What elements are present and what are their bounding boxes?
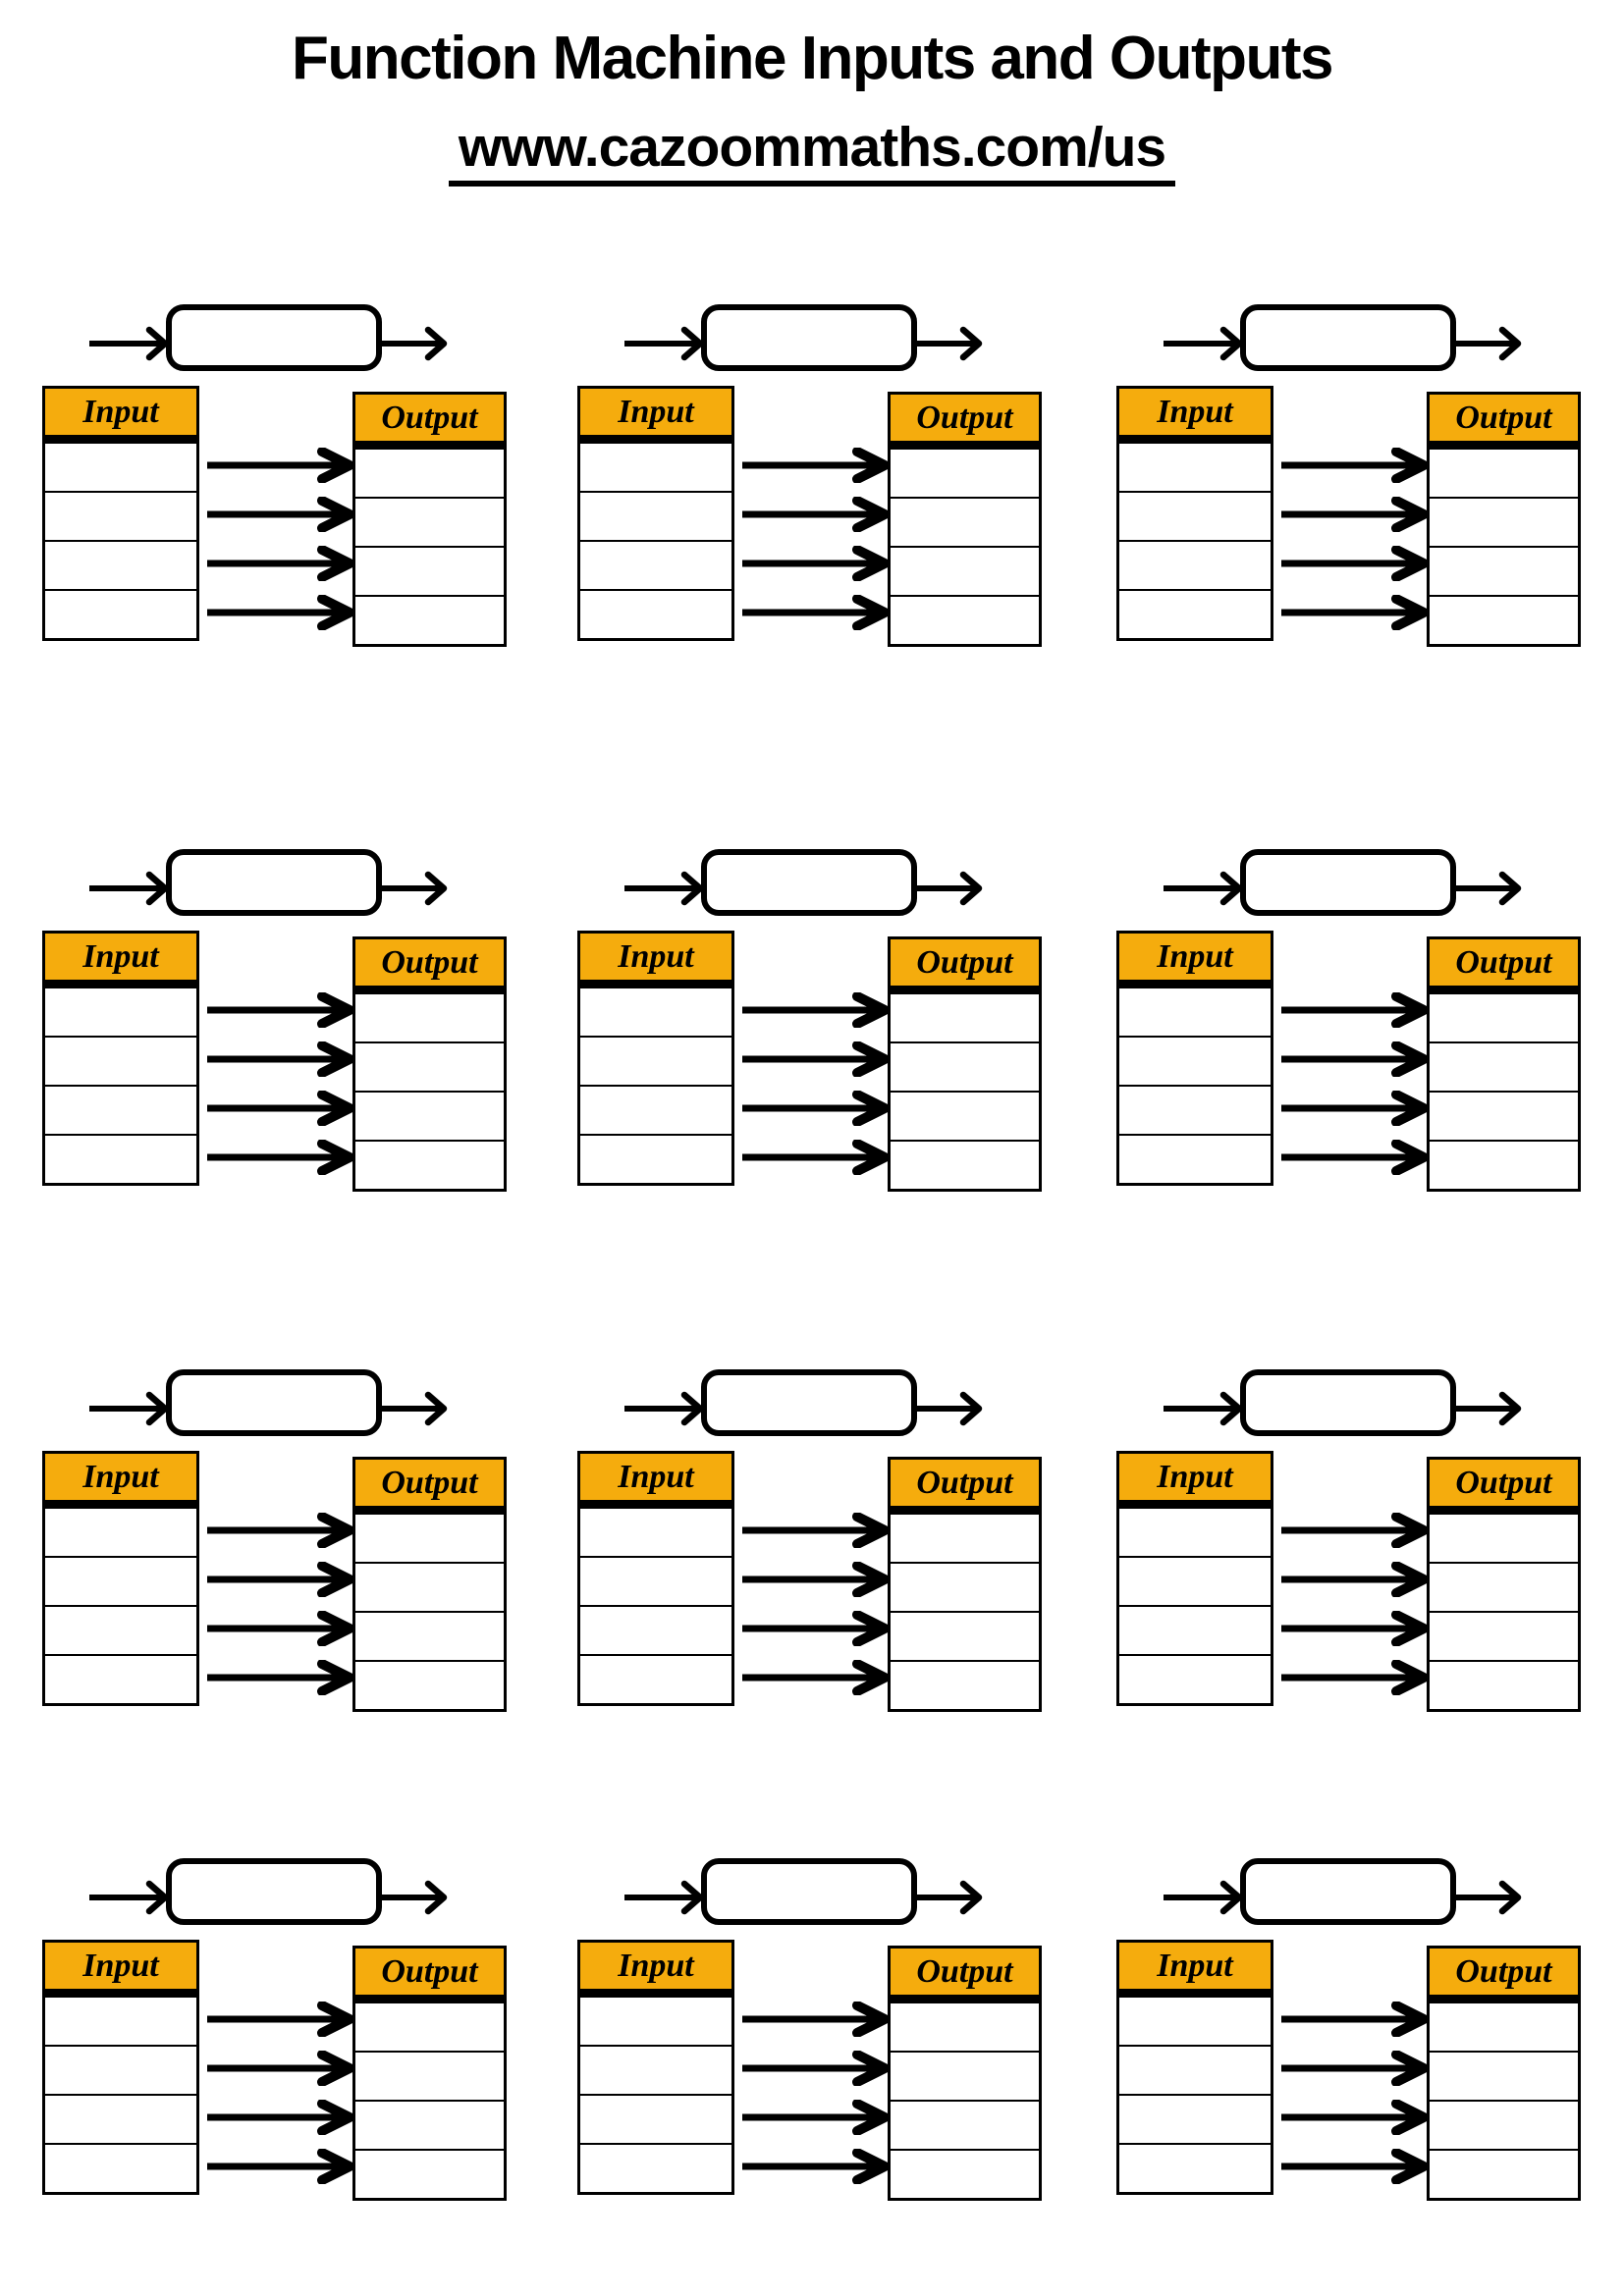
output-cell[interactable] — [891, 1515, 1039, 1564]
mapping-arrow-icon — [738, 595, 888, 630]
input-cell[interactable] — [1119, 1998, 1271, 2047]
output-table-header: Output — [1430, 395, 1578, 450]
output-table-header: Output — [1430, 1949, 1578, 2003]
output-cell[interactable] — [355, 1515, 504, 1564]
machine-output-arrow-icon — [380, 1878, 453, 1917]
worksheet-header — [0, 0, 1624, 187]
machine-output-arrow-icon — [380, 324, 453, 363]
function-machine-rule-box[interactable] — [166, 1369, 382, 1436]
output-cell[interactable] — [1430, 994, 1578, 1043]
input-cell[interactable] — [1119, 1607, 1271, 1656]
function-machine-block — [42, 1369, 510, 1715]
mapping-arrow-icon — [203, 1140, 352, 1175]
input-table-header: Input — [580, 1943, 731, 1998]
output-cell[interactable] — [355, 499, 504, 548]
function-machine-rule-box[interactable] — [701, 849, 917, 916]
function-machine-rule-box[interactable] — [166, 304, 382, 371]
output-cell[interactable] — [1430, 2102, 1578, 2151]
function-machine-rule-box[interactable] — [166, 849, 382, 916]
input-cell[interactable] — [45, 988, 196, 1038]
mapping-arrow-icon — [1277, 1562, 1427, 1597]
output-cell[interactable] — [891, 1564, 1039, 1613]
output-table — [1427, 936, 1581, 1192]
input-cell[interactable] — [1119, 1558, 1271, 1607]
mapping-arrow-icon — [203, 2002, 352, 2037]
output-cell[interactable] — [891, 1662, 1039, 1709]
output-table-header: Output — [355, 1949, 504, 2003]
output-cell[interactable] — [891, 2102, 1039, 2151]
output-table-header: Output — [1430, 939, 1578, 994]
output-cell[interactable] — [355, 1662, 504, 1709]
input-cell[interactable] — [580, 1607, 731, 1656]
machine-input-arrow-icon — [623, 1389, 705, 1428]
input-cell[interactable] — [1119, 1656, 1271, 1703]
input-table-header: Input — [45, 1454, 196, 1509]
mapping-arrow-icon — [738, 992, 888, 1028]
output-cell[interactable] — [891, 994, 1039, 1043]
input-cell[interactable] — [580, 444, 731, 493]
input-cell[interactable] — [45, 542, 196, 591]
output-cell[interactable] — [355, 2102, 504, 2151]
mapping-arrow-icon — [1277, 1140, 1427, 1175]
mapping-arrow-icon — [738, 1660, 888, 1695]
input-cell[interactable] — [1119, 591, 1271, 638]
output-cell[interactable] — [1430, 1515, 1578, 1564]
mapping-arrow-icon — [1277, 1091, 1427, 1126]
mapping-arrow-icon — [738, 1140, 888, 1175]
function-machine-block — [42, 849, 510, 1195]
mapping-arrow-icon — [203, 448, 352, 483]
mapping-arrow-icon — [203, 497, 352, 532]
input-cell[interactable] — [580, 1558, 731, 1607]
input-cell[interactable] — [580, 1136, 731, 1183]
output-cell[interactable] — [891, 1613, 1039, 1662]
input-cell[interactable] — [1119, 2096, 1271, 2145]
function-machine-rule-box[interactable] — [1240, 304, 1456, 371]
function-machine-block — [42, 304, 510, 650]
output-cell[interactable] — [891, 2053, 1039, 2102]
output-cell[interactable] — [355, 1142, 504, 1189]
input-cell[interactable] — [580, 493, 731, 542]
input-table — [577, 931, 734, 1186]
mapping-arrow-icon — [1277, 497, 1427, 532]
input-table-header: Input — [580, 934, 731, 988]
mapping-arrow-icon — [203, 1611, 352, 1646]
output-cell[interactable] — [891, 548, 1039, 597]
output-table-header: Output — [891, 395, 1039, 450]
mapping-arrow-icon — [1277, 546, 1427, 581]
machine-output-arrow-icon — [915, 869, 988, 908]
mapping-arrow-icon — [1277, 1611, 1427, 1646]
output-cell[interactable] — [891, 499, 1039, 548]
mapping-arrow-icon — [738, 2100, 888, 2135]
mapping-arrow-icon — [203, 1041, 352, 1077]
output-table — [1427, 392, 1581, 647]
machine-input-arrow-icon — [623, 869, 705, 908]
machine-output-arrow-icon — [380, 1389, 453, 1428]
mapping-arrow-icon — [203, 2149, 352, 2184]
output-cell[interactable] — [1430, 548, 1578, 597]
input-cell[interactable] — [1119, 1509, 1271, 1558]
mapping-arrow-icon — [738, 546, 888, 581]
input-table — [42, 1451, 199, 1706]
mapping-arrow-icon — [1277, 1513, 1427, 1548]
input-cell[interactable] — [580, 1509, 731, 1558]
input-cell[interactable] — [45, 444, 196, 493]
output-cell[interactable] — [891, 1043, 1039, 1093]
output-cell[interactable] — [1430, 2053, 1578, 2102]
input-table — [1116, 1940, 1273, 2195]
mapping-arrow-icon — [1277, 992, 1427, 1028]
function-machine-block — [577, 1369, 1045, 1715]
function-machine-block — [577, 849, 1045, 1195]
input-cell[interactable] — [1119, 542, 1271, 591]
input-table — [1116, 1451, 1273, 1706]
output-table — [352, 936, 507, 1192]
output-cell[interactable] — [1430, 499, 1578, 548]
output-cell[interactable] — [1430, 1043, 1578, 1093]
mapping-arrow-icon — [738, 2149, 888, 2184]
output-cell[interactable] — [355, 2151, 504, 2198]
mapping-arrow-icon — [1277, 1041, 1427, 1077]
output-table — [888, 1457, 1042, 1712]
machine-input-arrow-icon — [1162, 1389, 1244, 1428]
mapping-arrow-icon — [738, 2051, 888, 2086]
machine-input-arrow-icon — [87, 1389, 170, 1428]
output-cell[interactable] — [355, 450, 504, 499]
input-table-header: Input — [580, 1454, 731, 1509]
mapping-arrow-icon — [738, 448, 888, 483]
mapping-arrow-icon — [203, 2100, 352, 2135]
output-table-header: Output — [355, 1460, 504, 1515]
input-table — [1116, 931, 1273, 1186]
output-cell[interactable] — [891, 2151, 1039, 2198]
input-cell[interactable] — [45, 1607, 196, 1656]
machine-output-arrow-icon — [915, 1389, 988, 1428]
input-table — [1116, 386, 1273, 641]
input-table-header: Input — [1119, 389, 1271, 444]
output-cell[interactable] — [891, 450, 1039, 499]
input-table-header: Input — [1119, 1943, 1271, 1998]
machine-input-arrow-icon — [1162, 1878, 1244, 1917]
machine-input-arrow-icon — [623, 324, 705, 363]
mapping-arrow-icon — [1277, 2149, 1427, 2184]
mapping-arrow-icon — [203, 1660, 352, 1695]
input-cell[interactable] — [1119, 2145, 1271, 2192]
input-table — [577, 1940, 734, 2195]
mapping-arrow-icon — [738, 497, 888, 532]
output-table-header: Output — [891, 939, 1039, 994]
function-machine-rule-box[interactable] — [701, 1858, 917, 1925]
output-table-header: Output — [1430, 1460, 1578, 1515]
input-cell[interactable] — [45, 1656, 196, 1703]
mapping-arrow-icon — [738, 1513, 888, 1548]
output-table-header: Output — [891, 1949, 1039, 2003]
mapping-arrow-icon — [1277, 2002, 1427, 2037]
output-cell[interactable] — [891, 597, 1039, 644]
function-machine-rule-box[interactable] — [1240, 849, 1456, 916]
mapping-arrow-icon — [738, 1611, 888, 1646]
input-cell[interactable] — [580, 542, 731, 591]
output-table — [352, 392, 507, 647]
input-table — [577, 386, 734, 641]
input-cell[interactable] — [45, 1509, 196, 1558]
machine-output-arrow-icon — [1454, 1878, 1527, 1917]
output-cell[interactable] — [355, 2053, 504, 2102]
input-table — [42, 386, 199, 641]
output-table — [888, 1946, 1042, 2201]
input-table-header: Input — [580, 389, 731, 444]
input-cell[interactable] — [580, 1998, 731, 2047]
input-table — [42, 1940, 199, 2195]
output-cell[interactable] — [355, 1043, 504, 1093]
input-table-header: Input — [1119, 934, 1271, 988]
input-cell[interactable] — [580, 2047, 731, 2096]
input-cell[interactable] — [1119, 444, 1271, 493]
mapping-arrow-icon — [738, 2002, 888, 2037]
page-title: Function Machine Inputs and Outputs — [292, 25, 1332, 92]
machine-output-arrow-icon — [915, 324, 988, 363]
mapping-arrow-icon — [203, 1562, 352, 1597]
function-machine-block — [42, 1858, 510, 2204]
output-cell[interactable] — [355, 548, 504, 597]
input-cell[interactable] — [45, 493, 196, 542]
output-cell[interactable] — [355, 1564, 504, 1613]
function-machine-rule-box[interactable] — [701, 1369, 917, 1436]
output-cell[interactable] — [1430, 1564, 1578, 1613]
input-cell[interactable] — [580, 1656, 731, 1703]
input-table-header: Input — [45, 389, 196, 444]
output-cell[interactable] — [355, 1613, 504, 1662]
function-machine-block — [1116, 1858, 1584, 2204]
mapping-arrow-icon — [203, 546, 352, 581]
output-cell[interactable] — [1430, 1613, 1578, 1662]
machine-output-arrow-icon — [1454, 1389, 1527, 1428]
input-cell[interactable] — [1119, 988, 1271, 1038]
input-cell[interactable] — [1119, 1038, 1271, 1087]
input-cell[interactable] — [45, 591, 196, 638]
mapping-arrow-icon — [1277, 1660, 1427, 1695]
input-cell[interactable] — [1119, 1087, 1271, 1136]
output-table — [1427, 1946, 1581, 2201]
mapping-arrow-icon — [203, 1091, 352, 1126]
output-cell[interactable] — [1430, 2151, 1578, 2198]
output-table — [888, 392, 1042, 647]
output-cell[interactable] — [1430, 2003, 1578, 2053]
function-machine-block — [577, 1858, 1045, 2204]
input-cell[interactable] — [45, 1087, 196, 1136]
output-table — [352, 1946, 507, 2201]
machine-input-arrow-icon — [87, 1878, 170, 1917]
function-machine-block — [1116, 304, 1584, 650]
input-cell[interactable] — [580, 1087, 731, 1136]
input-table — [577, 1451, 734, 1706]
machine-input-arrow-icon — [87, 324, 170, 363]
output-table — [352, 1457, 507, 1712]
input-cell[interactable] — [45, 2047, 196, 2096]
output-cell[interactable] — [355, 597, 504, 644]
input-cell[interactable] — [45, 1558, 196, 1607]
function-machine-block — [577, 304, 1045, 650]
function-machine-rule-box[interactable] — [1240, 1369, 1456, 1436]
mapping-arrow-icon — [738, 1562, 888, 1597]
machine-input-arrow-icon — [623, 1878, 705, 1917]
input-cell[interactable] — [45, 1136, 196, 1183]
output-table — [1427, 1457, 1581, 1712]
machine-input-arrow-icon — [87, 869, 170, 908]
output-cell[interactable] — [355, 994, 504, 1043]
function-machine-rule-box[interactable] — [701, 304, 917, 371]
output-cell[interactable] — [891, 1142, 1039, 1189]
input-cell[interactable] — [580, 1038, 731, 1087]
input-cell[interactable] — [45, 2096, 196, 2145]
website-url-link[interactable]: www.cazoommaths.com/us — [449, 116, 1175, 187]
output-cell[interactable] — [1430, 450, 1578, 499]
output-cell[interactable] — [891, 2003, 1039, 2053]
output-cell[interactable] — [355, 1093, 504, 1142]
machine-output-arrow-icon — [1454, 324, 1527, 363]
input-cell[interactable] — [45, 1038, 196, 1087]
input-cell[interactable] — [1119, 493, 1271, 542]
mapping-arrow-icon — [203, 2051, 352, 2086]
output-cell[interactable] — [891, 1093, 1039, 1142]
mapping-arrow-icon — [1277, 2100, 1427, 2135]
input-cell[interactable] — [45, 1998, 196, 2047]
output-table-header: Output — [355, 939, 504, 994]
input-cell[interactable] — [580, 2096, 731, 2145]
output-cell[interactable] — [1430, 1662, 1578, 1709]
output-table-header: Output — [355, 395, 504, 450]
input-table-header: Input — [45, 1943, 196, 1998]
input-table — [42, 931, 199, 1186]
mapping-arrow-icon — [1277, 2051, 1427, 2086]
function-machine-rule-box[interactable] — [166, 1858, 382, 1925]
machine-output-arrow-icon — [1454, 869, 1527, 908]
output-table — [888, 936, 1042, 1192]
machine-input-arrow-icon — [1162, 869, 1244, 908]
machine-output-arrow-icon — [380, 869, 453, 908]
input-cell[interactable] — [1119, 1136, 1271, 1183]
input-table-header: Input — [45, 934, 196, 988]
output-cell[interactable] — [1430, 1142, 1578, 1189]
input-table-header: Input — [1119, 1454, 1271, 1509]
function-machine-block — [1116, 849, 1584, 1195]
output-cell[interactable] — [1430, 597, 1578, 644]
input-cell[interactable] — [45, 2145, 196, 2192]
input-cell[interactable] — [1119, 2047, 1271, 2096]
function-machine-rule-box[interactable] — [1240, 1858, 1456, 1925]
function-machine-block — [1116, 1369, 1584, 1715]
input-cell[interactable] — [580, 591, 731, 638]
input-cell[interactable] — [580, 988, 731, 1038]
machine-output-arrow-icon — [915, 1878, 988, 1917]
input-cell[interactable] — [580, 2145, 731, 2192]
mapping-arrow-icon — [1277, 595, 1427, 630]
mapping-arrow-icon — [1277, 448, 1427, 483]
output-table-header: Output — [891, 1460, 1039, 1515]
output-cell[interactable] — [1430, 1093, 1578, 1142]
output-cell[interactable] — [355, 2003, 504, 2053]
mapping-arrow-icon — [203, 1513, 352, 1548]
machine-input-arrow-icon — [1162, 324, 1244, 363]
mapping-arrow-icon — [203, 595, 352, 630]
mapping-arrow-icon — [738, 1091, 888, 1126]
mapping-arrow-icon — [738, 1041, 888, 1077]
mapping-arrow-icon — [203, 992, 352, 1028]
